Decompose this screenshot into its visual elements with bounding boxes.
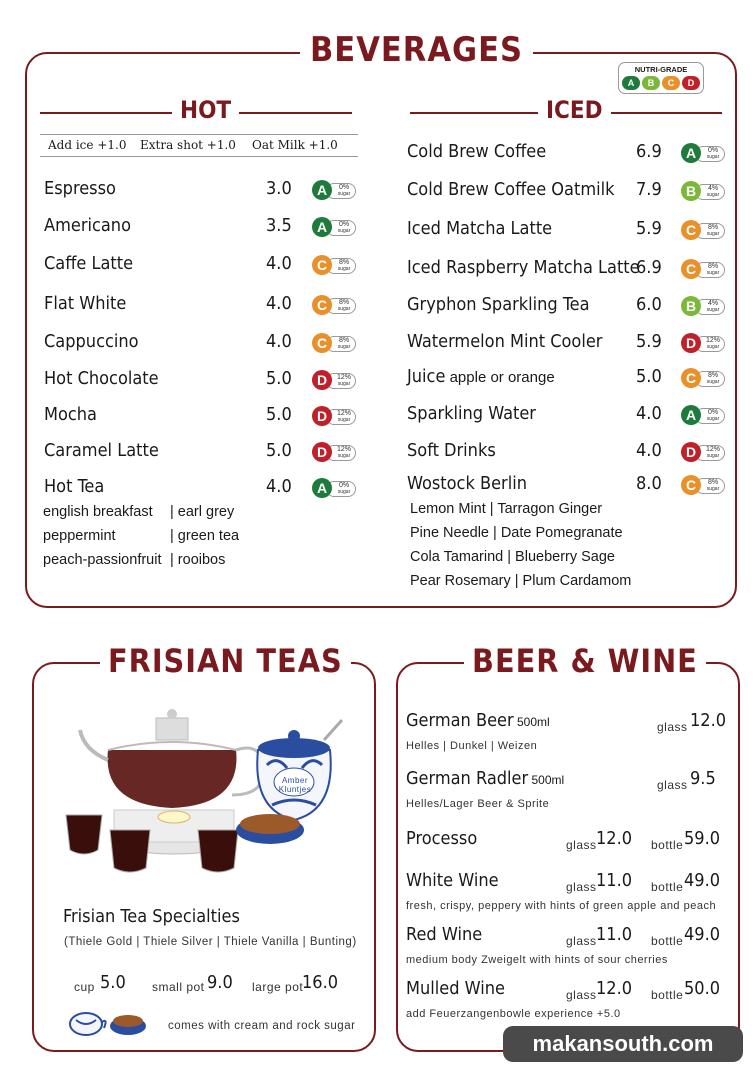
sugar-word: sugar xyxy=(706,416,720,422)
sugar-word: sugar xyxy=(337,417,351,423)
sugar-word: sugar xyxy=(706,270,720,276)
glass-label: glass xyxy=(566,934,597,948)
hot-item-name: Flat White xyxy=(44,293,127,314)
wostock-flavours-2: Pine Needle | Date Pomegranate xyxy=(410,525,623,541)
iced-item-nutri-grade xyxy=(681,442,727,462)
iced-item-nutri-grade xyxy=(681,475,727,495)
sugar-word: sugar xyxy=(337,344,351,350)
sugar-percent: 4% xyxy=(707,300,719,307)
beer-wine-item-desc: fresh, crispy, peppery with hints of green apple and peach xyxy=(406,900,717,912)
hot-item-nutri-grade xyxy=(312,442,358,462)
large-pot-price: 16.0 xyxy=(302,972,339,993)
iced-item-name: Juice apple or orange xyxy=(407,366,555,387)
hot-item-price: 4.0 xyxy=(266,476,292,497)
sugar-word: sugar xyxy=(706,344,720,350)
hot-item-name: Hot Tea xyxy=(44,476,105,497)
iced-item-name: Iced Matcha Latte xyxy=(407,218,553,239)
iced-item-nutri-grade xyxy=(681,181,727,201)
grade-d-cell: D xyxy=(682,76,700,90)
bottle-label: bottle xyxy=(651,988,684,1002)
hot-item-nutri-grade xyxy=(312,255,358,275)
sugar-percent: 4% xyxy=(707,185,719,192)
sugar-percent: 8% xyxy=(707,224,719,231)
grade-circle: D xyxy=(681,333,701,353)
frisian-varieties: (Thiele Gold | Thiele Silver | Thiele Vanilla | Bunting) xyxy=(64,936,357,948)
bottle-label: bottle xyxy=(651,838,684,852)
beer-wine-item-name: White Wine xyxy=(406,870,499,891)
nutri-grade-badge xyxy=(618,62,704,94)
wostock-flavours-3: Cola Tamarind | Blueberry Sage xyxy=(410,549,615,565)
glass-label: glass xyxy=(566,880,597,894)
grade-circle: A xyxy=(312,180,332,200)
sugar-percent: 12% xyxy=(705,337,720,344)
beer-wine-title: BEER & WINE xyxy=(464,642,706,680)
iced-item-name: Wostock Berlin xyxy=(407,473,527,494)
iced-item-name: Cold Brew Coffee xyxy=(407,141,547,162)
iced-item-price: 5.9 xyxy=(636,331,662,352)
grade-circle: D xyxy=(312,406,332,426)
addons-rule-bottom xyxy=(40,156,358,157)
sugar-word: sugar xyxy=(337,453,351,459)
beer-wine-item-name: German Radler 500ml xyxy=(406,768,565,789)
sugar-percent: 0% xyxy=(338,482,350,489)
nutri-grade-label: NUTRI-GRADE xyxy=(634,65,688,74)
hot-item-nutri-grade xyxy=(312,370,358,390)
iced-title: ICED xyxy=(538,96,611,124)
sugar-percent: 8% xyxy=(707,263,719,270)
grade-circle: A xyxy=(681,143,701,163)
beer-wine-item-name: Mulled Wine xyxy=(406,978,505,999)
bottle-price: 50.0 xyxy=(684,978,721,999)
hot-item-price: 4.0 xyxy=(266,331,292,352)
glass-price: 12.0 xyxy=(690,710,727,731)
sugar-percent: 8% xyxy=(707,479,719,486)
iced-item-nutri-grade xyxy=(681,405,727,425)
iced-item-price: 4.0 xyxy=(636,440,662,461)
grade-circle: C xyxy=(312,295,332,315)
iced-item-price: 5.0 xyxy=(636,366,662,387)
iced-item-nutri-grade xyxy=(681,368,727,388)
iced-item-price: 6.9 xyxy=(636,141,662,162)
grade-circle: C xyxy=(681,220,701,240)
beer-wine-item-desc: Helles/Lager Beer & Sprite xyxy=(406,798,550,810)
hot-title: HOT xyxy=(172,96,239,124)
hot-item-name: Americano xyxy=(44,215,131,236)
grade-circle: C xyxy=(312,255,332,275)
glass-price: 12.0 xyxy=(596,978,633,999)
bottle-label: bottle xyxy=(651,880,684,894)
tea-option-1b: | earl grey xyxy=(170,504,235,520)
sugar-word: sugar xyxy=(706,231,720,237)
iced-item-price: 6.9 xyxy=(636,257,662,278)
grade-circle: D xyxy=(681,442,701,462)
sugar-percent: 8% xyxy=(338,259,350,266)
sugar-percent: 12% xyxy=(336,446,351,453)
jar-label: Amber Kluntjes xyxy=(278,776,312,794)
bottle-label: bottle xyxy=(651,934,684,948)
sugar-word: sugar xyxy=(706,453,720,459)
sugar-word: sugar xyxy=(337,489,351,495)
iced-item-name: Iced Raspberry Matcha Latte xyxy=(407,257,640,278)
sugar-word: sugar xyxy=(706,154,720,160)
iced-item-name: Cold Brew Coffee Oatmilk xyxy=(407,179,615,200)
grade-circle: B xyxy=(681,296,701,316)
sugar-word: sugar xyxy=(337,191,351,197)
frisian-heading: Frisian Tea Specialties xyxy=(63,906,240,927)
sugar-word: sugar xyxy=(706,379,720,385)
glass-label: glass xyxy=(566,838,597,852)
hot-item-price: 3.0 xyxy=(266,178,292,199)
iced-item-price: 4.0 xyxy=(636,403,662,424)
grade-b-cell: B xyxy=(642,76,660,90)
grade-circle: A xyxy=(312,217,332,237)
hot-item-name: Hot Chocolate xyxy=(44,368,159,389)
glass-label: glass xyxy=(566,988,597,1002)
hot-item-name: Caffe Latte xyxy=(44,253,134,274)
watermark: makansouth.com xyxy=(503,1026,743,1062)
hot-item-nutri-grade xyxy=(312,333,358,353)
cream-sugar-icon xyxy=(66,1004,150,1038)
beverages-title: BEVERAGES xyxy=(300,30,533,70)
cup-label: cup xyxy=(74,980,95,994)
cup-price: 5.0 xyxy=(100,972,126,993)
sugar-percent: 0% xyxy=(338,184,350,191)
sugar-word: sugar xyxy=(706,192,720,198)
beer-wine-item-name: German Beer 500ml xyxy=(406,710,550,731)
sugar-word: sugar xyxy=(337,381,351,387)
wostock-flavours-1: Lemon Mint | Tarragon Ginger xyxy=(410,501,603,517)
sugar-word: sugar xyxy=(337,228,351,234)
tea-option-3a: peach-passionfruit xyxy=(43,552,162,568)
beer-wine-item-name: Processo xyxy=(406,828,478,849)
tea-option-3b: | rooibos xyxy=(170,552,226,568)
hot-item-price: 4.0 xyxy=(266,253,292,274)
beer-wine-item-name: Red Wine xyxy=(406,924,483,945)
iced-item-price: 7.9 xyxy=(636,179,662,200)
iced-item-nutri-grade xyxy=(681,296,727,316)
grade-a-cell: A xyxy=(622,76,640,90)
grade-circle: B xyxy=(681,181,701,201)
addon-ice: Add ice +1.0 xyxy=(48,138,127,152)
frisian-title: FRISIAN TEAS xyxy=(100,642,351,680)
glass-label: glass xyxy=(657,778,688,792)
hot-item-nutri-grade xyxy=(312,180,358,200)
iced-item-name: Sparkling Water xyxy=(407,403,536,424)
glass-price: 9.5 xyxy=(690,768,716,789)
hot-item-nutri-grade xyxy=(312,295,358,315)
sugar-percent: 0% xyxy=(707,147,719,154)
iced-item-price: 6.0 xyxy=(636,294,662,315)
hot-item-nutri-grade xyxy=(312,406,358,426)
hot-item-price: 4.0 xyxy=(266,293,292,314)
grade-circle: C xyxy=(681,475,701,495)
grade-circle: C xyxy=(312,333,332,353)
large-pot-label: large pot xyxy=(252,980,304,994)
wostock-flavours-4: Pear Rosemary | Plum Cardamom xyxy=(410,573,632,589)
sugar-word: sugar xyxy=(706,486,720,492)
hot-item-name: Caramel Latte xyxy=(44,440,159,461)
bottle-price: 49.0 xyxy=(684,870,721,891)
addons-rule xyxy=(40,134,358,135)
beer-wine-item-desc: medium body Zweigelt with hints of sour cherries xyxy=(406,954,668,966)
sugar-percent: 12% xyxy=(336,374,351,381)
grade-circle: A xyxy=(312,478,332,498)
sugar-percent: 8% xyxy=(707,372,719,379)
grade-c-cell: C xyxy=(662,76,680,90)
bottle-price: 59.0 xyxy=(684,828,721,849)
hot-item-nutri-grade xyxy=(312,217,358,237)
glass-price: 11.0 xyxy=(596,870,633,891)
beer-size: 500ml xyxy=(513,715,550,729)
small-pot-label: small pot xyxy=(152,980,205,994)
hot-item-name: Cappuccino xyxy=(44,331,139,352)
glass-price: 11.0 xyxy=(596,924,633,945)
hot-item-nutri-grade xyxy=(312,478,358,498)
iced-item-price: 5.9 xyxy=(636,218,662,239)
hot-item-name: Mocha xyxy=(44,404,97,425)
iced-item-name: Soft Drinks xyxy=(407,440,496,461)
sugar-word: sugar xyxy=(337,266,351,272)
iced-item-nutri-grade xyxy=(681,333,727,353)
small-pot-price: 9.0 xyxy=(207,972,233,993)
sugar-word: sugar xyxy=(706,307,720,313)
sugar-percent: 0% xyxy=(338,221,350,228)
sugar-word: sugar xyxy=(337,306,351,312)
grade-circle: D xyxy=(312,370,332,390)
iced-item-nutri-grade xyxy=(681,220,727,240)
glass-price: 12.0 xyxy=(596,828,633,849)
iced-item-name: Gryphon Sparkling Tea xyxy=(407,294,590,315)
tea-option-1a: english breakfast xyxy=(43,504,153,520)
beverages-section xyxy=(25,52,737,608)
iced-item-price: 8.0 xyxy=(636,473,662,494)
iced-item-name: Watermelon Mint Cooler xyxy=(407,331,603,352)
grade-circle: D xyxy=(312,442,332,462)
hot-item-price: 3.5 xyxy=(266,215,292,236)
beer-wine-item-desc: add Feuerzangenbowle experience +5.0 xyxy=(406,1008,621,1020)
grade-circle: A xyxy=(681,405,701,425)
frisian-note: comes with cream and rock sugar xyxy=(168,1020,356,1032)
beer-wine-item-desc: Helles | Dunkel | Weizen xyxy=(406,740,538,752)
iced-item-nutri-grade xyxy=(681,259,727,279)
teapot-illustration xyxy=(62,690,372,890)
sugar-percent: 0% xyxy=(707,409,719,416)
tea-option-2b: | green tea xyxy=(170,528,240,544)
hot-item-price: 5.0 xyxy=(266,404,292,425)
sugar-percent: 12% xyxy=(336,410,351,417)
sugar-percent: 12% xyxy=(705,446,720,453)
hot-item-name: Espresso xyxy=(44,178,116,199)
bottle-price: 49.0 xyxy=(684,924,721,945)
addon-oat: Oat Milk +1.0 xyxy=(252,138,338,152)
sugar-percent: 8% xyxy=(338,337,350,344)
glass-label: glass xyxy=(657,720,688,734)
addon-shot: Extra shot +1.0 xyxy=(140,138,236,152)
iced-item-sub: apple or orange xyxy=(445,369,555,386)
grade-circle: C xyxy=(681,259,701,279)
tea-option-2a: peppermint xyxy=(43,528,116,544)
beer-size: 500ml xyxy=(528,773,565,787)
iced-item-nutri-grade xyxy=(681,143,727,163)
sugar-percent: 8% xyxy=(338,299,350,306)
grade-circle: C xyxy=(681,368,701,388)
hot-item-price: 5.0 xyxy=(266,440,292,461)
hot-item-price: 5.0 xyxy=(266,368,292,389)
